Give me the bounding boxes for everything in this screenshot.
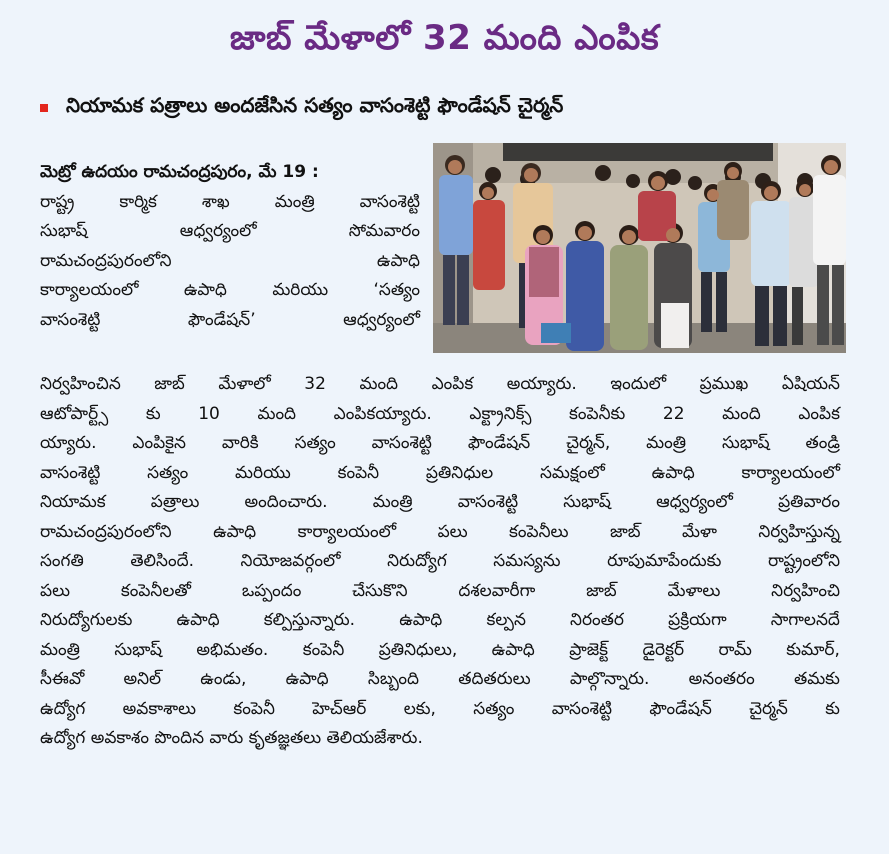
body-word: వాసంశెట్టి xyxy=(40,462,101,483)
body-word: ఆధ్వర్యంలో xyxy=(656,492,733,512)
body-word: కు xyxy=(145,403,161,424)
body-word: సంగతి xyxy=(40,551,84,571)
body-word: ప్రతివారం xyxy=(778,492,840,512)
body-line xyxy=(40,370,840,400)
body-word: నిర్వహించి xyxy=(771,580,840,601)
body-word: రామచంద్రపురంలోని xyxy=(40,521,172,542)
intro-word: మరియు xyxy=(272,280,329,300)
body-line xyxy=(40,665,840,695)
body-line xyxy=(40,488,840,518)
body-word: ఉద్యోగ xyxy=(40,698,86,719)
body-word: హెచ్ఆర్ xyxy=(312,698,367,719)
body-word: 22 xyxy=(662,403,685,424)
body-word: చైర్మన్ xyxy=(749,698,788,719)
body-word: లకు, xyxy=(403,698,436,719)
body-word: డైరెక్టర్ xyxy=(642,639,685,660)
body-word: ప్రముఖ xyxy=(699,374,749,394)
body-word: ఎంపిక xyxy=(431,374,474,394)
body-word: మేళాలు xyxy=(667,580,721,601)
body-word: అవకాశాలు xyxy=(122,698,197,719)
body-word: ఉపాధి xyxy=(285,669,329,689)
body-line xyxy=(40,429,840,459)
body-word: కుమార్, xyxy=(786,639,840,660)
body-word: నియోజవర్గంలో xyxy=(240,551,341,571)
bullet-icon xyxy=(40,104,48,112)
body-word: మేళా xyxy=(681,521,717,542)
body-word: కంపెనీ xyxy=(233,698,275,719)
subheadline-row xyxy=(40,93,563,122)
body-word: అందించారు. xyxy=(244,492,328,512)
intro-line xyxy=(40,306,420,336)
body-word: జాబ్ xyxy=(154,374,185,394)
body-line xyxy=(40,606,840,636)
intro-lines xyxy=(40,188,420,336)
body-word: మంది xyxy=(359,374,399,394)
body-word: నిర్వహిస్తున్న xyxy=(758,521,840,542)
body-word: ఉపాధి xyxy=(213,521,257,542)
intro-word: వాసంశెట్టి xyxy=(40,309,101,330)
body-word: మంత్రి xyxy=(372,492,413,512)
body-word: రామ్ xyxy=(718,639,752,660)
body-word: ప్రతినిధుల xyxy=(425,462,494,483)
intro-word: ఉపాధి xyxy=(376,250,420,271)
body-word: జాబ్ xyxy=(586,580,617,601)
body-word: ప్రతినిధులు, xyxy=(378,639,458,660)
body-line: ఉద్యోగ అవకాశం పొందిన వారు కృతజ్ఞతలు తెలియజేశారు. xyxy=(40,728,423,748)
body-word: వారికి xyxy=(221,433,259,453)
body-word: సమస్యను xyxy=(493,551,561,571)
intro-word: రాష్ట్ర xyxy=(40,191,75,212)
headline: జాబ్ మేళాలో 32 మంది ఎంపిక xyxy=(229,18,660,58)
body-word: సమక్షంలో xyxy=(539,462,605,483)
intro-word: ఉపాధి xyxy=(183,280,227,300)
body-word: 32 xyxy=(304,374,326,394)
body-word: తెలిసిందే. xyxy=(130,551,194,571)
body-word: సుభాష్ xyxy=(721,433,770,453)
intro-word: ఫౌండేషన్’ xyxy=(187,309,256,330)
body-word: సాగాలనదే xyxy=(770,610,840,630)
body-word: సుభాష్ xyxy=(563,492,611,512)
body-word: మంత్రి xyxy=(646,433,687,453)
body-word: పలు xyxy=(40,580,71,601)
body-word: రాష్ట్రంలోని xyxy=(767,551,840,571)
intro-line xyxy=(40,247,420,277)
body-word: మంది xyxy=(722,403,761,424)
body-word: తదితరులు xyxy=(458,669,531,689)
body-word: ఎంపిక xyxy=(798,403,840,424)
body-word: సుభాష్ xyxy=(114,639,162,660)
body-word: అనంతరం xyxy=(688,669,755,689)
body-word: య్యారు. xyxy=(40,433,97,453)
body-word: ఉపాధి xyxy=(399,610,443,630)
intro-word: రామచంద్రపురంలోని xyxy=(40,250,172,271)
body-word: నిరుద్యోగ xyxy=(387,551,447,571)
body-word: పలు xyxy=(437,521,468,542)
body-word: ఉపాధి xyxy=(176,610,220,630)
body-line xyxy=(40,518,840,548)
group-photo-image xyxy=(433,143,846,353)
body-word: ఫౌండేషన్ xyxy=(467,433,531,453)
body-word: సీఈవో xyxy=(40,669,85,689)
body-word: సత్యం xyxy=(294,433,336,453)
body-word: తండ్రి xyxy=(805,433,840,453)
body-word: అనిల్ xyxy=(123,669,162,689)
body-word: కు xyxy=(825,698,840,719)
body-word: నిరుద్యోగులకు xyxy=(40,610,133,630)
body-word: జాబ్ xyxy=(609,521,641,542)
body-word: వాసంశెట్టి xyxy=(551,698,613,719)
body-word: కంపెనీకు xyxy=(569,403,626,424)
body-line xyxy=(40,547,840,577)
body-word: వాసంశెట్టి xyxy=(457,492,519,512)
intro-word: శాఖ xyxy=(201,191,230,212)
body-word: ఉపాధి xyxy=(491,639,535,660)
group-photo xyxy=(433,143,846,353)
body-line xyxy=(40,636,840,666)
body-word: చైర్మన్, xyxy=(566,433,611,453)
subheadline: నియామక పత్రాలు అందజేసిన సత్యం వాసంశెట్టి ఫౌండేషన్ చైర్మన్ xyxy=(66,93,564,117)
body-word: అయ్యారు. xyxy=(506,374,577,394)
body-word: మేళాలో xyxy=(218,374,271,394)
body-word: ప్రక్రియగా xyxy=(668,610,727,630)
body-word: పాల్గొన్నారు. xyxy=(569,669,650,689)
body-word: పత్రాలు xyxy=(150,492,200,512)
intro-word: మంత్రి xyxy=(274,191,315,212)
article-body xyxy=(40,370,840,754)
body-word: కంపెనీ xyxy=(302,639,345,660)
body-line xyxy=(40,459,840,489)
intro-word: ఆధ్వర్యంలో xyxy=(343,309,420,330)
body-word: ప్రాజెక్ట్ xyxy=(569,639,609,660)
body-word: కార్యాలయంలో xyxy=(741,462,840,483)
body-word: ఎంపికయ్యారు. xyxy=(333,403,432,424)
body-word: రూపుమాపేందుకు xyxy=(607,551,722,571)
body-line xyxy=(40,400,840,430)
body-line xyxy=(40,577,840,607)
body-word: ఎంపికైన xyxy=(132,433,186,453)
intro-word: వాసంశెట్టి xyxy=(359,191,420,212)
intro-word: సుభాష్ xyxy=(40,221,88,241)
body-word: మంత్రి xyxy=(40,639,80,660)
body-word: కల్పిస్తున్నారు. xyxy=(263,610,356,630)
body-word: నిర్వహించిన xyxy=(40,374,121,394)
body-word: మంది xyxy=(257,403,297,424)
body-line xyxy=(40,695,840,725)
body-word: ఆటోపార్ట్స్ xyxy=(40,403,109,424)
body-word: 10 xyxy=(198,403,220,424)
body-word: కంపెనీ xyxy=(337,462,380,483)
body-word: కంపెనీలతో xyxy=(120,580,192,601)
body-word: అభిమతం. xyxy=(196,639,269,660)
body-word: ఫౌండేషన్ xyxy=(649,698,712,719)
intro-word: సోమవారం xyxy=(348,221,420,241)
body-word: సిబ్బంది xyxy=(367,669,420,689)
body-word: ఇందులో xyxy=(610,374,667,394)
body-word: ఏషియన్ xyxy=(781,374,840,394)
body-word: ఉండు, xyxy=(200,669,247,689)
body-word: కంపెనీలు xyxy=(509,521,569,542)
intro-column xyxy=(40,158,420,335)
intro-line xyxy=(40,276,420,306)
body-word: సత్యం xyxy=(473,698,515,719)
body-word: కార్యాలయంలో xyxy=(297,521,397,542)
body-word: దశలవారీగా xyxy=(458,580,536,601)
body-word: నిరంతర xyxy=(570,610,624,630)
dateline: మెట్రో ఉదయం రామచంద్రపురం, మే 19 : xyxy=(40,162,319,182)
body-word: ఒప్పందం xyxy=(241,580,302,601)
body-word: వాసంశెట్టి xyxy=(371,433,432,453)
body-word: మరియు xyxy=(235,462,291,483)
intro-line xyxy=(40,188,420,218)
body-word: ఎక్ట్రానిక్స్ xyxy=(469,403,532,424)
intro-word: కార్యాలయంలో xyxy=(40,280,139,300)
body-word: చేసుకొని xyxy=(352,580,408,601)
intro-word: కార్మిక xyxy=(119,191,157,212)
body-word: ఉపాధి xyxy=(651,462,695,483)
intro-word: ఆధ్వర్యంలో xyxy=(179,221,257,241)
body-word: సత్యం xyxy=(147,462,189,483)
body-word: నియామక xyxy=(40,492,106,512)
body-word: తమకు xyxy=(793,669,840,689)
intro-line xyxy=(40,217,420,247)
body-word: కల్పన xyxy=(486,610,526,630)
intro-word: ‘సత్యం xyxy=(373,280,420,300)
